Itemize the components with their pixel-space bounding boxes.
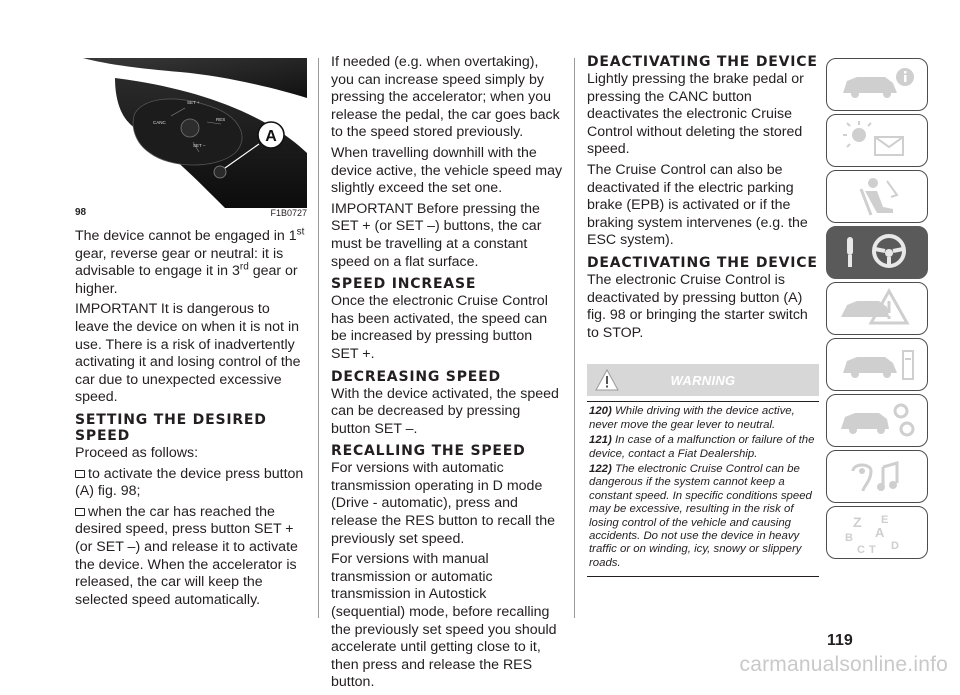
car-specs-icon <box>827 395 927 445</box>
warning-header <box>587 364 819 396</box>
index-letter: T <box>869 544 876 556</box>
paragraph: If needed (e.g. when overtaking), you can increase speed simply by pressing the accelerator; when you release the pedal, the car goes back to the speed stored previously. <box>331 54 560 141</box>
seat-safety-icon <box>827 171 927 221</box>
warning-item: 122) The electronic Cruise Control can be dangerous if the system cannot keep a constant speed. In specific conditions speed may be excessive, resulting in the risk of losing control of the vehicle and causing accidents. Do not use the device in heavy traffic or on winding, icy, snowy or slippery roads. <box>589 462 812 569</box>
figure-number: 98 <box>75 207 87 218</box>
column-divider <box>318 58 319 618</box>
index-icon <box>827 507 927 557</box>
chapter-tabs <box>826 58 928 562</box>
bullet-item: when the car has reached the desired speed, press button SET + (or SET –) and release it to activate the device. When the accelerator is released, the car will keep the selected speed automatically. <box>75 503 298 608</box>
cruise-control-button <box>214 166 226 178</box>
warning-body <box>587 401 819 577</box>
steering-wheel-illustration <box>75 58 307 208</box>
engage-note: The device cannot be engaged in 1st gear, reverse gear or neutral: it is advisable to engage it in 3rd gear or higher. <box>75 226 305 297</box>
index-letter: Z <box>853 514 862 530</box>
column-2 <box>331 54 563 695</box>
paragraph: The electronic Cruise Control is deactivated by pressing button (A) fig. 98 or bringing the starter switch to STOP. <box>587 271 808 341</box>
paragraph: Lightly pressing the brake pedal or pressing the CANC button deactivates the electronic Cruise Control without deleting the stored speed. <box>587 71 804 158</box>
canc-label: CANC <box>153 120 166 125</box>
set-plus-label: SET + <box>187 100 200 105</box>
heading-deactivating-device: DEACTIVATING THE DEVICE <box>587 54 818 70</box>
paragraph: IMPORTANT Before pressing the SET + (or SET –) buttons, the car must be travelling at a constant speed on a flat surface. <box>331 200 542 270</box>
tab-index[interactable] <box>826 506 928 559</box>
car-maintenance-icon <box>827 339 927 389</box>
index-letter: C <box>857 544 865 556</box>
proceed-text: Proceed as follows: <box>75 444 199 461</box>
tab-car-info[interactable] <box>826 58 928 111</box>
paragraph: Once the electronic Cruise Control has been activated, the speed can be increased by pressing button SET +. <box>331 293 548 362</box>
emergency-triangle-icon <box>827 283 927 333</box>
heading-recalling-speed: RECALLING THE SPEED <box>331 443 526 460</box>
paragraph: For versions with automatic transmission operating in D mode (Drive - automatic), press and release the RES button to recall the previously set speed. <box>331 460 555 547</box>
index-letter: B <box>845 532 853 544</box>
warning-box <box>587 364 819 577</box>
important-note: IMPORTANT It is dangerous to leave the device on when it is not in use. There is a risk of inadvertently activating it and losing control of the car due to unexpected excessive speed. <box>75 301 301 406</box>
tab-starting-driving[interactable] <box>826 226 928 279</box>
tab-maintenance[interactable] <box>826 338 928 391</box>
column-3 <box>587 54 819 577</box>
heading-deactivating-device: DEACTIVATING THE DEVICE <box>587 254 818 271</box>
watermark: carmanualsonline.info <box>739 653 948 676</box>
paragraph: The Cruise Control can also be deactivated if the electric parking brake (EPB) is activated or if the braking system intervenes (e.g. the ESC system). <box>587 161 808 249</box>
heading-speed-increase: SPEED INCREASE <box>331 276 477 293</box>
index-letter: D <box>891 540 899 552</box>
column-divider <box>574 58 575 618</box>
checkbox-bullet-icon <box>75 508 85 516</box>
column-1 <box>75 58 307 612</box>
tab-technical-data[interactable] <box>826 394 928 447</box>
warning-title: WARNING <box>670 373 736 389</box>
warning-item: 121) In case of a malfunction or failure of the device, contact a Fiat Dealership. <box>589 434 815 460</box>
tab-warning-lights[interactable] <box>826 114 928 167</box>
warning-lights-icon <box>827 115 927 165</box>
tab-emergency[interactable] <box>826 282 928 335</box>
set-minus-label: SET – <box>193 143 206 148</box>
multimedia-icon <box>827 451 927 501</box>
paragraph: For versions with manual transmission or automatic transmission in Autostick (sequential) mode, before recalling the previously set speed you should accelerate until getting close to it, then press and release the RES button. <box>331 551 557 691</box>
heading-decreasing-speed: DECREASING SPEED <box>331 368 501 385</box>
page-number: 119 <box>827 632 853 649</box>
index-letter: E <box>881 514 889 526</box>
checkbox-bullet-icon <box>75 470 85 478</box>
figure-code: F1B0727 <box>270 208 307 218</box>
index-letter: A <box>875 525 885 540</box>
figure-98 <box>75 58 307 218</box>
paragraph: When travelling downhill with the device active, the vehicle speed may slightly exceed the set one. <box>331 144 563 197</box>
heading-setting-speed: SETTING THE DESIRED SPEED <box>75 411 267 444</box>
res-label: RES <box>216 117 226 122</box>
bullet-item: to activate the device press button (A) fig. 98; <box>75 465 304 500</box>
callout-letter: A <box>265 128 277 145</box>
paragraph: With the device activated, the speed can be decreased by pressing button SET –. <box>331 385 559 437</box>
steering-wheel-key-icon <box>827 227 927 277</box>
warning-item: 120) While driving with the device active, never move the gear lever to neutral. <box>589 405 795 431</box>
car-info-icon <box>827 59 927 109</box>
tab-seat-safety[interactable] <box>826 170 928 223</box>
tab-multimedia[interactable] <box>826 450 928 503</box>
